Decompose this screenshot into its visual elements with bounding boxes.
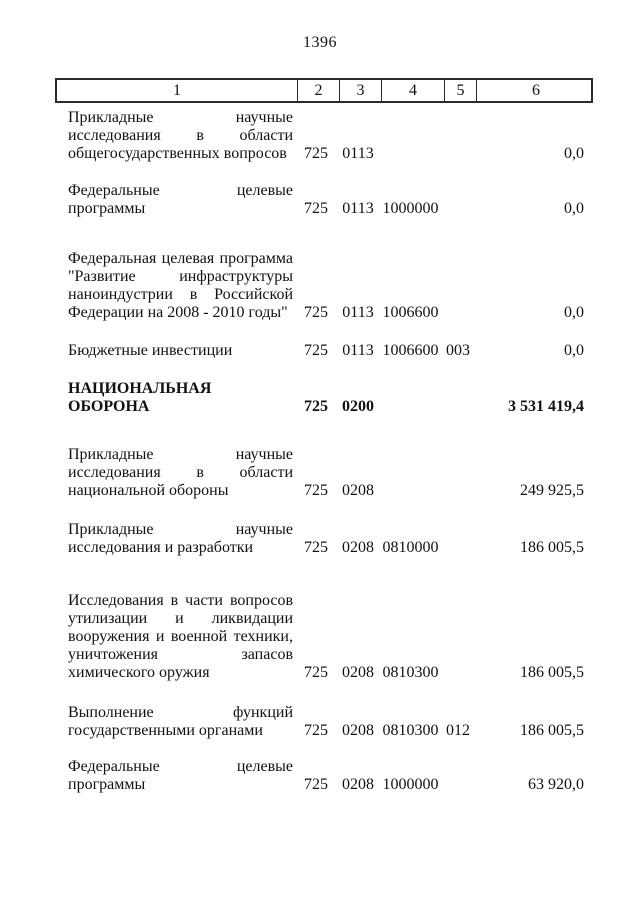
header-col-3: 3 — [339, 80, 381, 101]
amount-value: 186 005,5 — [520, 539, 584, 556]
table-row-section-header — [55, 380, 593, 416]
header-col-2: 2 — [297, 80, 339, 101]
table-row — [55, 592, 593, 682]
page-number: 1396 — [303, 34, 337, 51]
code-chapter: 725 — [304, 776, 328, 793]
row-label: Выполнение функций государственными органами — [68, 704, 293, 739]
amount-value: 63 920,0 — [528, 776, 584, 793]
code-chapter: 725 — [304, 398, 328, 415]
row-label: Федеральные целевые программы — [68, 182, 293, 217]
code-target-item: 0810300 — [382, 664, 439, 681]
row-label: Бюджетные инвестиции — [68, 342, 233, 359]
code-chapter: 725 — [304, 145, 328, 162]
code-section: 0113 — [342, 304, 374, 321]
row-label: Прикладные научные исследования в области национальной обороны — [68, 446, 293, 499]
table-row — [55, 704, 593, 740]
table-row — [55, 521, 593, 557]
code-chapter: 725 — [304, 342, 328, 359]
code-section: 0208 — [342, 539, 374, 556]
code-chapter: 725 — [304, 664, 328, 681]
row-label: Исследования в части вопросов утилизации и ликвидации вооружения и военной техники, уничтожения запасов химического оружия — [68, 592, 293, 681]
code-chapter: 725 — [304, 200, 328, 217]
code-target-item: 1006600 — [382, 342, 439, 359]
code-section: 0208 — [342, 776, 374, 793]
code-section: 0113 — [342, 200, 374, 217]
amount-value: 186 005,5 — [520, 722, 584, 739]
code-target-item: 1000000 — [382, 776, 439, 793]
code-section: 0113 — [342, 342, 374, 359]
table-row — [55, 250, 593, 322]
code-expense-type: 003 — [446, 342, 470, 359]
table-row — [55, 342, 593, 360]
amount-value: 249 925,5 — [520, 482, 584, 499]
code-target-item: 0810300 — [382, 722, 439, 739]
amount-value: 0,0 — [564, 342, 584, 359]
row-label: Прикладные научные исследования и разработки — [68, 521, 293, 556]
code-chapter: 725 — [304, 482, 328, 499]
code-chapter: 725 — [304, 539, 328, 556]
code-section: 0113 — [342, 145, 374, 162]
code-expense-type: 012 — [446, 722, 470, 739]
header-col-5: 5 — [444, 80, 476, 101]
amount-value: 0,0 — [564, 200, 584, 217]
code-chapter: 725 — [304, 304, 328, 321]
row-label: Прикладные научные исследования в области общегосударственных вопросов — [68, 109, 293, 162]
header-col-4: 4 — [381, 80, 444, 101]
row-label: Федеральная целевая программа "Развитие инфраструктуры наноиндустрии в Российской Федерации на 2008 - 2010 годы" — [68, 250, 293, 321]
code-target-item: 1000000 — [382, 200, 439, 217]
table-row — [55, 182, 593, 218]
header-col-6: 6 — [476, 80, 595, 101]
budget-table — [55, 78, 593, 794]
amount-value: 0,0 — [564, 145, 584, 162]
table-row — [55, 109, 593, 163]
code-section: 0208 — [342, 482, 374, 499]
code-section: 0208 — [342, 664, 374, 681]
code-chapter: 725 — [304, 722, 328, 739]
code-section: 0208 — [342, 722, 374, 739]
table-header-row — [55, 78, 593, 103]
table-row — [55, 446, 593, 500]
row-label: Федеральные целевые программы — [68, 758, 293, 793]
code-target-item: 1006600 — [382, 304, 439, 321]
header-col-1: 1 — [173, 82, 181, 99]
amount-value: 3 531 419,4 — [508, 398, 584, 415]
amount-value: 186 005,5 — [520, 664, 584, 681]
code-section: 0200 — [342, 398, 374, 415]
code-target-item: 0810000 — [382, 539, 439, 556]
table-row — [55, 758, 593, 794]
row-label: НАЦИОНАЛЬНАЯ ОБОРОНА — [68, 380, 212, 415]
amount-value: 0,0 — [564, 304, 584, 321]
